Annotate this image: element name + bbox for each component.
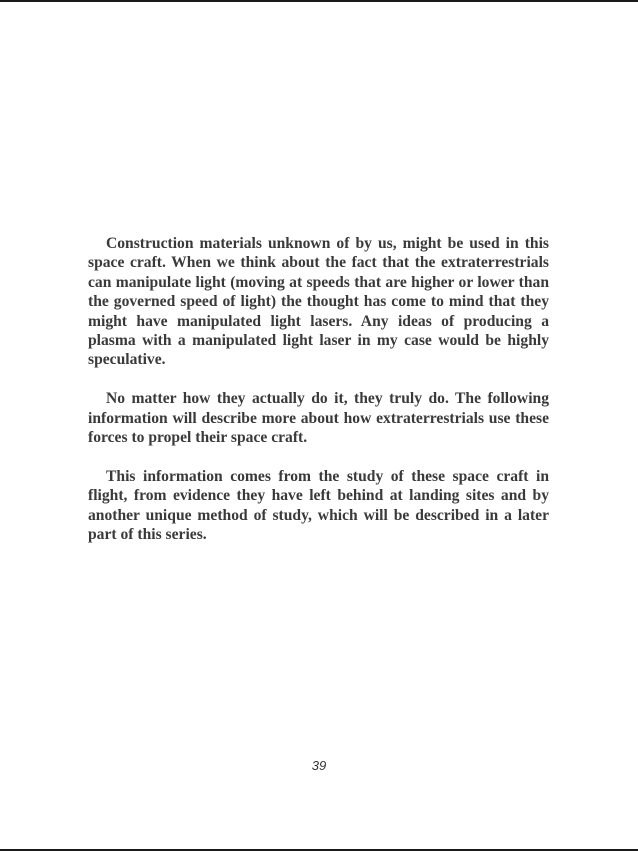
paragraph-1: Construction materials unknown of by us, might be used in this space craft. When we think about the fact that the extraterrestrials can manipulate light (moving at speeds that are higher or lower than the governed speed of light) the thought has come to mind that they might have manipulated light lasers. Any ideas of producing a plasma with a manipulated light laser in my case would be highly speculative. (88, 235, 549, 369)
paragraph-3: This information comes from the study of these space craft in flight, from evidence they have left behind at landing sites and by another unique method of study, which will be described in a later part of this series. (88, 467, 549, 544)
paragraph-2: No matter how they actually do it, they truly do. The following information will describe more about how extraterrestrials use these forces to propel their space craft. (88, 390, 549, 447)
page-number: 39 (311, 758, 327, 773)
body-text (88, 234, 549, 564)
